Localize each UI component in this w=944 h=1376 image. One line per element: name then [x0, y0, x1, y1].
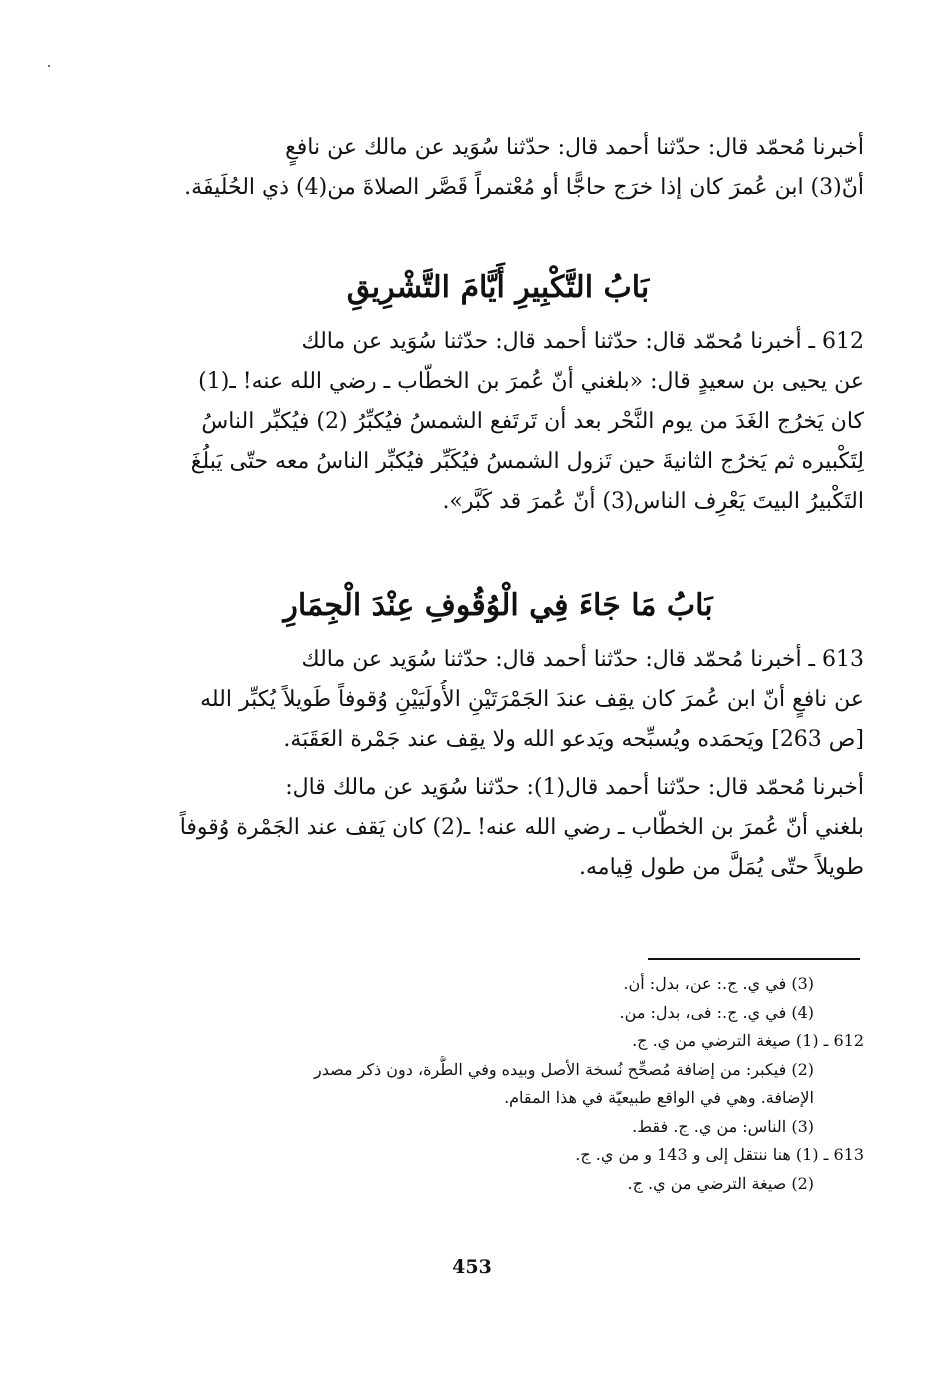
text-line: التَكْبيرُ البيتَ يَعْرِف الناس(3) أنّ عُمرَ قد كَبَّر».: [442, 489, 864, 514]
scan-speck: [48, 65, 50, 67]
footnote: (3) في ي. ج.: عن، بدل: أن.: [623, 974, 814, 993]
text-line: عن نافعٍ أنّ ابن عُمرَ كان يقِف عندَ الجَمْرَتَيْنِ الأُولَيَيْنِ وُقوفاً طَويلاً يُكبِّر الله: [200, 687, 864, 712]
footnote: 612 ـ (1) صيغة الترضي من ي. ج.: [632, 1031, 864, 1050]
text-line: [ص 263] ويَحمَده ويُسبِّحه ويَدعو الله ولا يقِف عند جَمْرة العَقَبَة.: [283, 727, 864, 752]
footnotes: [132, 970, 864, 1198]
text-line: طويلاً حتّى يُمَلَّ من طول قِيامه.: [579, 855, 864, 880]
footnote: (4) في ي. ج.: فى، بدل: من.: [619, 1002, 814, 1022]
page-number: 453: [452, 1256, 492, 1278]
hadith-613: [132, 640, 864, 760]
chapter-heading: بَابُ مَا جَاءَ فِي الْوُقُوفِ عِنْدَ الْجِمَارِ: [283, 588, 713, 623]
footnote: الإضافة. وهي في الواقع طبيعيّة في هذا المقام.: [504, 1088, 814, 1107]
hadith-612: [132, 322, 864, 522]
paragraph-opening: [132, 128, 864, 208]
text-line: 613 ـ أخبرنا مُحمّد قال: حدّثنا أحمد قال: حدّثنا سُوَيد عن مالك: [301, 647, 864, 672]
footnote: (2) فيكبر: من إضافة مُصحِّح نُسخة الأصل وبيده وفي الطُّرة، دون ذكر مصدر: [313, 1059, 814, 1079]
text-line: عن يحيى بن سعيدٍ قال: «بلغني أنّ عُمرَ بن الخطّاب ـ رضي الله عنه! ـ(1): [198, 369, 864, 394]
text-line: أخبرنا مُحمّد قال: حدّثنا أحمد قال(1): حدّثنا سُوَيد عن مالك قال:: [285, 775, 864, 800]
text-line: 612 ـ أخبرنا مُحمّد قال: حدّثنا أحمد قال: حدّثنا سُوَيد عن مالك: [301, 329, 864, 354]
footnote: 613 ـ (1) هنا ننتقل إلى و 143 و من ي. ج.: [575, 1145, 864, 1164]
footnote-separator: [648, 958, 860, 960]
paragraph-closing: [132, 768, 864, 888]
footnote: (3) الناس: من ي. ج. فقط.: [632, 1116, 814, 1136]
text-line: أخبرنا مُحمّد قال: حدّثنا أحمد قال: حدّثنا سُوَيد عن مالك عن نافعٍ: [285, 135, 864, 160]
text-line: بلغني أنّ عُمرَ بن الخطّاب ـ رضي الله عنه! ـ(2) كان يَقف عند الجَمْرة وُقوفاً: [179, 815, 864, 840]
text-line: لِتَكْبيره ثم يَخرُج الثانيةَ حين تَزول الشمسُ فيُكَبِّر فيُكبِّر الناسُ معه حتّى يَبلُغَ: [190, 449, 864, 474]
text-line: أنّ(3) ابن عُمرَ كان إذا خرَج حاجًّا أو مُعْتمراً قَصَّر الصلاةَ من(4) ذي الحُلَيفَة.: [184, 175, 864, 200]
text-line: كان يَخرُج الغَدَ من يوم النَّحْر بعد أن تَرتَفع الشمسُ فيُكبِّرُ (2) فيُكبِّر الناسُ: [201, 409, 864, 434]
chapter-heading: بَابُ التَّكْبِيرِ أَيَّامَ التَّشْرِيقِ: [346, 270, 650, 305]
footnote: (2) صيغة الترضي من ي. ج.: [627, 1173, 814, 1193]
